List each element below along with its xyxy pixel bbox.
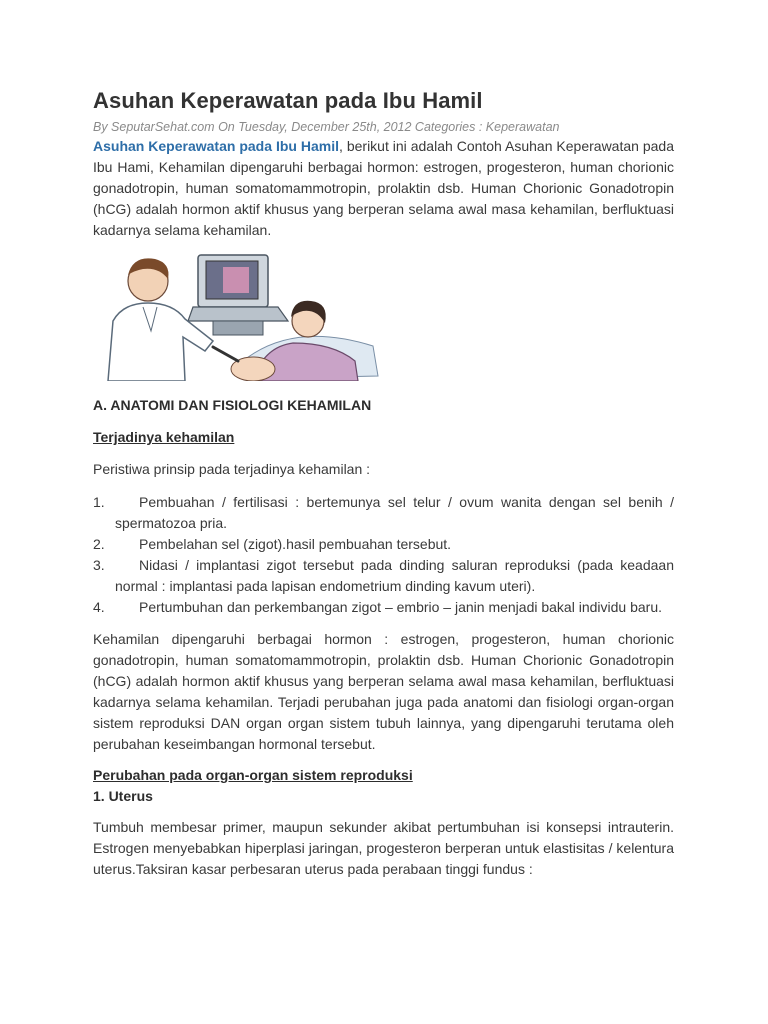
- section-heading-anatomi: A. ANATOMI DAN FISIOLOGI KEHAMILAN: [93, 397, 372, 413]
- list-item-text: Pertumbuhan dan perkembangan zigot – embrio – janin menjadi bakal individu baru.: [139, 599, 662, 615]
- article-title: Asuhan Keperawatan pada Ibu Hamil: [93, 88, 483, 113]
- subheading-terjadinya: Terjadinya kehamilan: [93, 429, 235, 445]
- list-number: 4.: [93, 599, 105, 615]
- article: [93, 86, 674, 880]
- article-meta: By SeputarSehat.com On Tuesday, December 25th, 2012 Categories : Keperawatan: [93, 120, 560, 134]
- lead-link[interactable]: Asuhan Keperawatan pada Ibu Hamil: [93, 138, 340, 154]
- subheading-perubahan: Perubahan pada organ-organ sistem reproduksi: [93, 767, 413, 783]
- lead-paragraph: [93, 136, 674, 241]
- list-number: 1.: [93, 494, 105, 510]
- process-list: [93, 492, 674, 618]
- uterus-title: 1. Uterus: [93, 788, 153, 804]
- list-item: [93, 534, 674, 555]
- list-item: [93, 555, 674, 597]
- lead-text: , berikut ini adalah Contoh Asuhan Keperawatan pada Ibu Hami, Kehamilan dipengaruhi berbagai hormon: estrogen, progesteron, human chorionic gonadotropin, human somatomammotropin, prolaktin dsb. Human Chorionic Gonadotropin (hCG) adalah hormon aktif khusus yang berperan selama awal masa kehamilan, berfluktuasi kadarnya selama kehamilan.: [93, 138, 675, 238]
- list-item: [93, 492, 674, 534]
- list-item-text: Pembuahan / fertilisasi : bertemunya sel telur / ovum wanita dengan sel benih / spermatozoa pria.: [115, 494, 674, 531]
- list-item-text: Nidasi / implantasi zigot tersebut pada dinding saluran reproduksi (pada keadaan normal : implantasi pada lapisan endometrium dinding kavum uteri).: [115, 557, 674, 594]
- hormone-paragraph: Kehamilan dipengaruhi berbagai hormon : estrogen, progesteron, human chorionic gonadotropin, human somatomammotropin, prolaktin dsb. Human Chorionic Gonadotropin (hCG) adalah hormon aktif khusus yang berperan selama awal masa kehamilan, berfluktuasi kadarnya selama kehamilan. Terjadi perubahan juga pada anatomi dan fisiologi organ-organ sistem reproduksi DAN organ organ sistem tubuh lainnya, yang dipengaruhi terutama oleh perubahan keseimbangan hormonal tersebut.: [93, 631, 674, 752]
- list-number: 2.: [93, 536, 105, 552]
- list-item: [93, 597, 674, 618]
- uterus-paragraph: Tumbuh membesar primer, maupun sekunder akibat pertumbuhan isi konsepsi intrauterin. Estrogen menyebabkan hiperplasi jaringan, progesteron berperan untuk elastisitas / kelentura uterus.Taksiran kasar perbesaran uterus pada perabaan tinggi fundus :: [93, 819, 674, 877]
- intro-paragraph: Peristiwa prinsip pada terjadinya kehamilan :: [93, 461, 371, 477]
- ultrasound-illustration: [93, 251, 383, 381]
- list-number: 3.: [93, 557, 105, 573]
- list-item-text: Pembelahan sel (zigot).hasil pembuahan tersebut.: [139, 536, 452, 552]
